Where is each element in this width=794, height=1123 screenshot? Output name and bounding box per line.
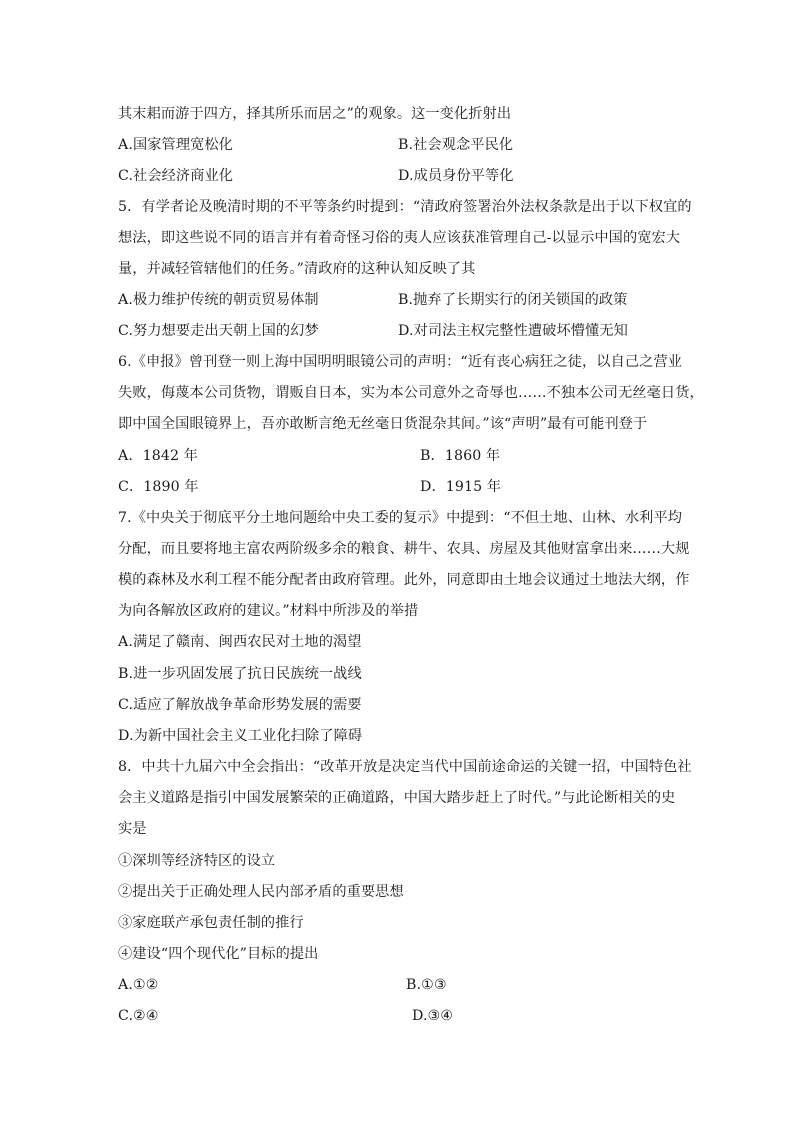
question-8-stem-line: 8．中共十九届六中全会指出：“改革开放是决定当代中国前途命运的关键一招，中国特色社 [118, 759, 692, 775]
question-6-option-a: A．1842 年 [118, 448, 199, 464]
question-7-option-d: D.为新中国社会主义工业化扫除了障碍 [118, 728, 363, 744]
question-4-option-c: C.社会经济商业化 [118, 168, 234, 184]
question-4-option-d: D.成员身份平等化 [398, 168, 514, 184]
question-7-option-b: B.进一步巩固发展了抗日民族统一战线 [118, 666, 362, 682]
question-5-option-d: D.对司法主权完整性遭破坏懵懂无知 [398, 323, 628, 339]
question-8-option-b: B.①③ [406, 977, 447, 993]
question-6-option-c: C．1890 年 [118, 479, 199, 495]
question-6-stem-line: 即中国全国眼镜界上，吾亦敢断言绝无丝毫日货混杂其间。”该“声明”最有可能刊登于 [118, 416, 648, 432]
question-6-stem-line: 失败，侮蔑本公司货物，谓贩自日本，实为本公司意外之奇辱也……不独本公司无丝毫日货， [118, 385, 704, 401]
question-5-stem-line: 想法，即这些说不同的语言并有着奇怪习俗的夷人应该获准管理自己-以显示中国的宽宏大 [118, 230, 681, 246]
question-8-item-4: ④建设“四个现代化”目标的提出 [118, 946, 319, 962]
question-4-stem-end: 其末耜而游于四方，择其所乐而居之”的观象。这一变化折射出 [118, 106, 512, 122]
question-7-stem-line: 分配，而且要将地主富农两阶级多余的粮食、耕牛、农具、房屋及其他财富拿出来……大规 [118, 541, 690, 557]
question-8-item-1: ①深圳等经济特区的设立 [118, 853, 276, 869]
question-7-stem-line: 7.《中央关于彻底平分土地问题给中央工委的复示》中提到：“不但土地、山林、水利平均 [118, 510, 683, 526]
question-8-option-d: D.③④ [412, 1008, 454, 1024]
question-6-stem-line: 6.《申报》曾刊登一则上海中国明明眼镜公司的声明：“近有丧心病狂之徒，以自己之营业 [118, 354, 683, 370]
question-5-option-a: A.极力维护传统的朝贡贸易体制 [118, 292, 319, 308]
question-8-option-c: C.②④ [118, 1008, 159, 1024]
question-6-option-b: B．1860 年 [420, 448, 501, 464]
question-8-option-a: A.①② [118, 977, 159, 993]
question-7-option-a: A.满足了赣南、闽西农民对土地的渴望 [118, 634, 362, 650]
question-4-option-b: B.社会观念平民化 [398, 137, 514, 153]
question-5-option-c: C.努力想要走出天朝上国的幻梦 [118, 323, 319, 339]
question-8-stem-line: 会主义道路是指引中国发展繁荣的正确道路，中国大踏步赶上了时代。”与此论断相关的史 [118, 790, 676, 806]
question-4-option-a: A.国家管理宽松化 [118, 137, 233, 153]
question-8-item-2: ②提出关于正确处理人民内部矛盾的重要思想 [118, 884, 404, 900]
question-7-stem-line: 模的森林及水利工程不能分配者由政府管理。此外，同意即由土地会议通过土地法大纲，作 [118, 572, 690, 588]
question-7-stem-line: 为向各解放区政府的建议。”材料中所涉及的举措 [118, 603, 419, 619]
question-8-item-3: ③家庭联产承包责任制的推行 [118, 915, 304, 931]
question-6-option-d: D．1915 年 [420, 479, 502, 495]
question-5-stem-line: 量，并减轻管辖他们的任务。”清政府的这种认知反映了其 [118, 261, 476, 277]
question-8-stem-line: 实是 [118, 821, 147, 837]
question-5-option-b: B.抛弃了长期实行的闭关锁国的政策 [398, 292, 628, 308]
question-5-stem-line: 5．有学者论及晚清时期的不平等条约时提到：“清政府签署治外法权条款是出于以下权宜的 [118, 199, 692, 215]
question-7-option-c: C.适应了解放战争革命形势发展的需要 [118, 697, 362, 713]
